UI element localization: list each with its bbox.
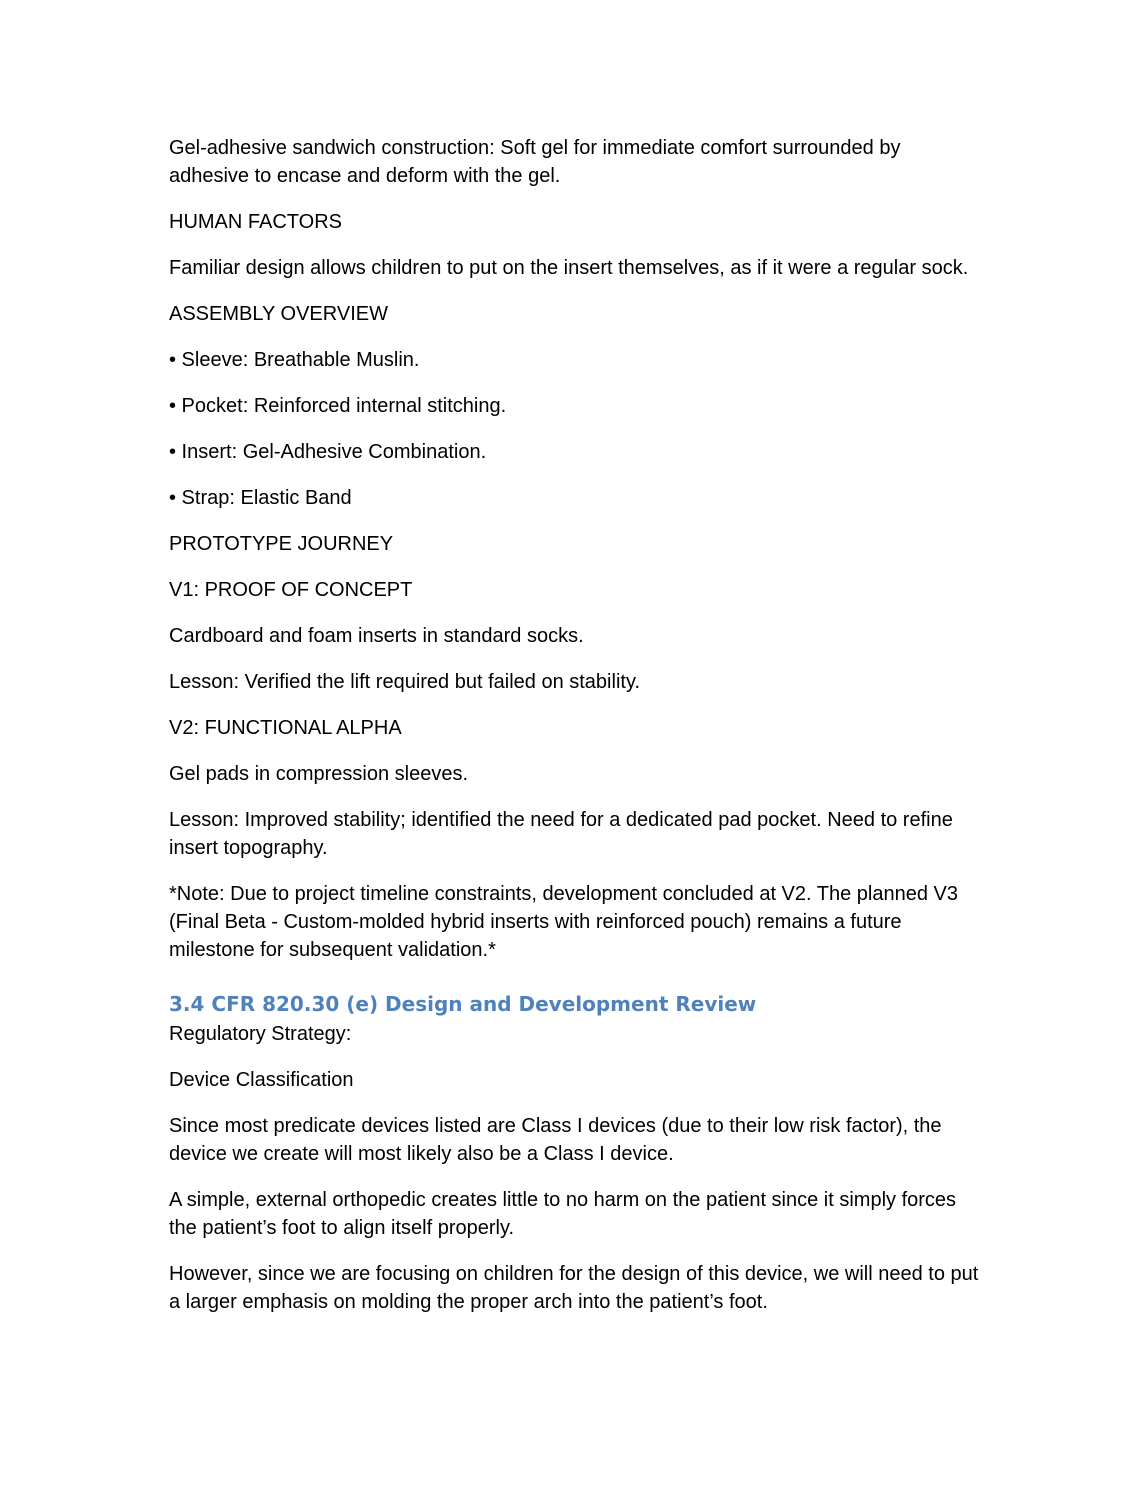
bullet-pocket: • Pocket: Reinforced internal stitching. <box>169 395 507 417</box>
paragraph-v1-description: Cardboard and foam inserts in standard socks. <box>169 625 584 647</box>
paragraph-familiar-design: Familiar design allows children to put on the insert themselves, as if it were a regular sock. <box>169 257 969 279</box>
label-assembly-overview: ASSEMBLY OVERVIEW <box>169 303 388 325</box>
label-v2: V2: FUNCTIONAL ALPHA <box>169 717 402 739</box>
paragraph-gel-construction: Gel-adhesive sandwich construction: Soft gel for immediate comfort surrounded by adhesive to encase and deform with the gel. <box>169 137 901 187</box>
paragraph-note: *Note: Due to project timeline constraints, development concluded at V2. The planned V3 (Final Beta - Custom-molded hybrid inserts with reinforced pouch) remains a future milestone for subsequent validation.* <box>169 883 958 961</box>
paragraph-children-focus: However, since we are focusing on children for the design of this device, we will need to put a larger emphasis on molding the proper arch into the patient’s foot. <box>169 1263 979 1313</box>
paragraph-v2-description: Gel pads in compression sleeves. <box>169 763 469 785</box>
bullet-insert: • Insert: Gel-Adhesive Combination. <box>169 441 487 463</box>
section-heading: 3.4 CFR 820.30 (e) Design and Development Review <box>169 992 757 1016</box>
bullet-sleeve: • Sleeve: Breathable Muslin. <box>169 349 420 371</box>
label-prototype-journey: PROTOTYPE JOURNEY <box>169 533 394 555</box>
paragraph-v1-lesson: Lesson: Verified the lift required but failed on stability. <box>169 671 641 693</box>
paragraph-class-i: Since most predicate devices listed are Class I devices (due to their low risk factor), the device we create will most likely also be a Class I device. <box>169 1115 942 1165</box>
label-human-factors: HUMAN FACTORS <box>169 211 342 233</box>
paragraph-v2-lesson: Lesson: Improved stability; identified the need for a dedicated pad pocket. Need to refine insert topography. <box>169 809 953 859</box>
label-v1: V1: PROOF OF CONCEPT <box>169 579 413 601</box>
label-regulatory-strategy: Regulatory Strategy: <box>169 1023 352 1045</box>
bullet-strap: • Strap: Elastic Band <box>169 487 352 509</box>
paragraph-simple-orthopedic: A simple, external orthopedic creates little to no harm on the patient since it simply forces the patient’s foot to align itself properly. <box>169 1189 957 1239</box>
document-page <box>169 134 984 1334</box>
label-device-classification: Device Classification <box>169 1069 354 1091</box>
